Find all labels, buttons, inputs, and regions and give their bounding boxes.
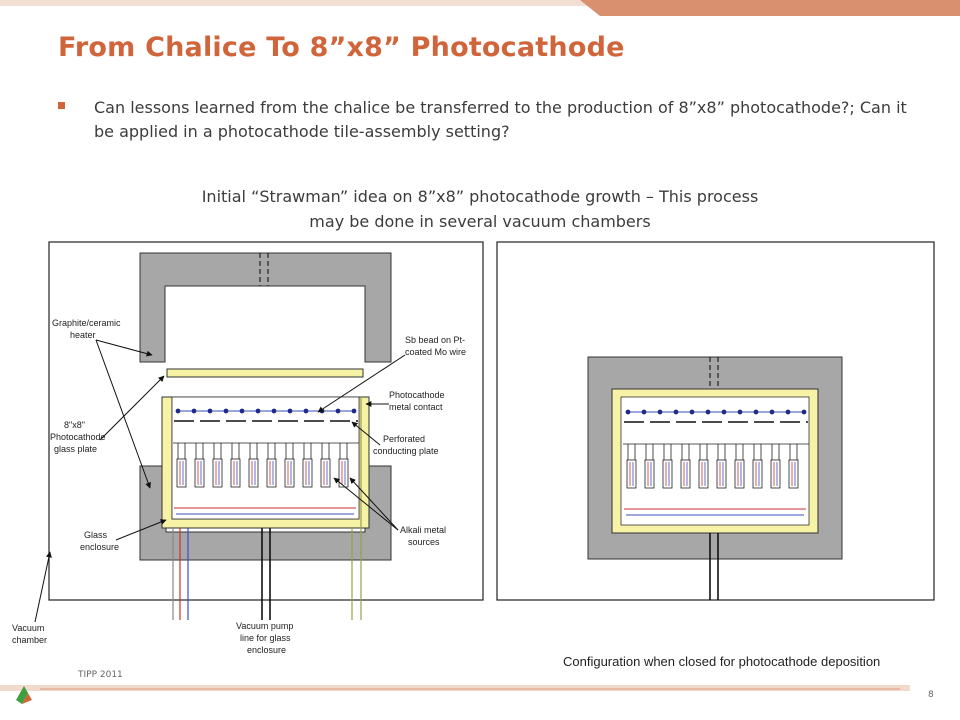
label-plate-2: Photocathode [50,432,106,442]
label-plate-1: 8"x8" [64,420,85,430]
label-alkali-1: Alkali metal [400,525,447,535]
footer-conference: TIPP 2011 [78,670,123,680]
label-sb-2: coated Mo wire [405,347,467,357]
label-pump-1: Vacuum pump [236,621,294,631]
label-sb-1: Sb bead on Pt- [405,335,466,345]
label-glass-2: enclosure [80,542,120,552]
label-perf-2: conducting plate [373,446,439,456]
photocathode-glass-plate [167,369,363,377]
right-diagram [497,242,934,600]
label-heater-1: Graphite/ceramic [52,318,121,328]
label-plate-3: glass plate [54,444,98,454]
caption-line-1: Initial “Strawman” idea on 8”x8” photocathode growth – This process [201,187,759,206]
label-vac-2: chamber [12,635,48,645]
label-vac-1: Vacuum [12,623,45,633]
bullet-text: Can lessons learned from the chalice be transferred to the production of 8”x8” photocathode?; Can it be applied in a photocathode tile-assembly setting? [94,98,907,141]
caption-line-2: may be done in several vacuum chambers [309,212,651,231]
slide-title: From Chalice To 8”x8” Photocathode [58,32,625,63]
label-alkali-2: sources [408,537,440,547]
left-diagram [12,242,483,655]
label-pump-2: line for glass [240,633,291,643]
label-glass-1: Glass [84,530,108,540]
label-perf-1: Perforated [383,434,426,444]
label-contact-1: Photocathode [389,390,445,400]
label-contact-2: metal contact [389,402,443,412]
page-number: 8 [928,690,934,700]
closed-configuration-caption: Configuration when closed for photocathode deposition [563,654,881,669]
label-heater-2: heater [70,330,96,340]
label-pump-3: enclosure [247,645,287,655]
